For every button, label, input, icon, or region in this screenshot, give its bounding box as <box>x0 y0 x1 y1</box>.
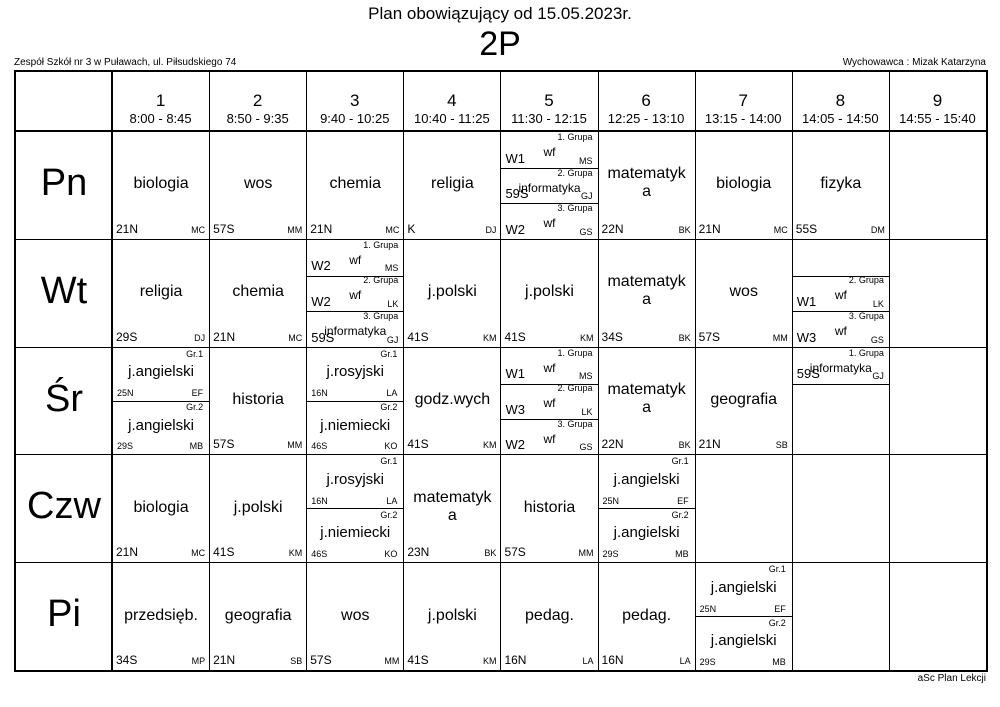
group-divider <box>793 384 889 385</box>
lesson-cell <box>599 348 695 455</box>
group-divider <box>599 508 695 509</box>
lesson-room: 25N <box>117 387 134 398</box>
lesson-subject: wf <box>834 323 847 338</box>
period-header <box>792 91 889 126</box>
period-header <box>112 91 209 126</box>
lesson-teacher: MC <box>191 224 206 235</box>
lesson-teacher: LK <box>387 298 399 309</box>
group-lesson <box>307 240 403 276</box>
period-number: 1 <box>155 91 166 110</box>
period-number: 4 <box>447 91 457 110</box>
group-lesson <box>696 617 792 670</box>
lesson-teacher: GJ <box>386 334 399 345</box>
lesson-cell <box>210 132 306 239</box>
period-time: 14:55 - 15:40 <box>899 111 976 126</box>
lesson-subject: informatyka <box>809 360 872 375</box>
group-lesson <box>696 563 792 616</box>
group-label: 3. Grupa <box>848 310 884 321</box>
lesson-teacher: BK <box>678 332 691 343</box>
lesson-room: 57S <box>504 545 526 560</box>
lesson-subject: j.angielski <box>710 578 777 596</box>
lesson-subject: j.angielski <box>710 632 777 650</box>
timetable-grid <box>14 70 988 672</box>
lesson-cell <box>501 563 597 670</box>
lesson-cell <box>113 132 209 239</box>
lesson-teacher: KM <box>580 332 594 343</box>
group-divider <box>307 401 403 402</box>
group-label: 1. Grupa <box>363 239 399 250</box>
lesson-teacher: MC <box>288 332 303 343</box>
lesson-cell <box>599 563 695 670</box>
lesson-room: W1 <box>796 293 817 309</box>
group-label: 3. Grupa <box>363 310 399 321</box>
lesson-cell <box>404 348 500 455</box>
lesson-cell <box>793 240 889 347</box>
group-label: Gr.2 <box>186 401 204 412</box>
lesson-room: K <box>407 221 416 236</box>
period-number: 9 <box>932 91 943 110</box>
group-divider <box>113 401 209 402</box>
lesson-room: 55S <box>795 221 818 236</box>
group-label: Gr.1 <box>186 348 204 359</box>
lesson-subject: geografia <box>710 390 778 408</box>
group-lesson <box>793 275 889 311</box>
lesson-room: W1 <box>505 366 525 382</box>
group-lesson <box>307 311 403 347</box>
lesson-subject: j.polski <box>427 606 477 624</box>
lesson-cell <box>210 563 306 670</box>
lesson-room: W2 <box>505 437 525 453</box>
lesson-teacher: MC <box>773 224 788 235</box>
lesson-subject: biologia <box>133 175 189 193</box>
period-header <box>500 91 597 126</box>
lesson-subject: fizyka <box>820 175 862 193</box>
lesson-room: 59S <box>796 366 820 382</box>
lesson-subject: j.niemiecki <box>320 416 391 434</box>
lesson-room: 59S <box>311 329 335 345</box>
lesson-cell <box>696 132 792 239</box>
lesson-room: 21N <box>213 652 236 667</box>
lesson-room: 21N <box>116 221 139 236</box>
class-tutor: Wychowawca : Mizak Katarzyna <box>842 57 986 68</box>
lesson-cell <box>404 240 500 347</box>
lesson-teacher: MB <box>189 441 204 452</box>
lesson-teacher: LK <box>581 406 593 417</box>
lesson-room: 21N <box>698 221 721 236</box>
group-label: 2. Grupa <box>363 275 399 286</box>
lesson-subject: wos <box>729 283 758 301</box>
group-lesson <box>599 455 695 508</box>
lesson-teacher: GJ <box>581 191 593 202</box>
group-divider <box>307 508 403 509</box>
lesson-teacher: SB <box>290 655 303 666</box>
lesson-cell <box>113 240 209 347</box>
period-number: 5 <box>544 91 554 110</box>
lesson-teacher: MS <box>384 263 399 274</box>
lesson-subject: matematyk a <box>607 380 686 416</box>
lesson-subject: wf <box>543 360 556 375</box>
lesson-teacher: KO <box>384 549 398 560</box>
lesson-teacher: LA <box>386 387 398 398</box>
lesson-teacher: KM <box>288 548 303 559</box>
lesson-room: 34S <box>116 652 138 667</box>
lesson-cell <box>793 455 889 562</box>
lesson-subject: chemia <box>329 175 382 193</box>
lesson-subject: j.rosyjski <box>326 363 385 381</box>
lesson-subject: religia <box>139 283 183 301</box>
lesson-room: W3 <box>505 401 525 417</box>
day-label: Wt <box>40 269 88 312</box>
period-header <box>598 91 695 126</box>
group-label: Gr.2 <box>768 617 786 628</box>
lesson-cell <box>501 348 597 455</box>
lesson-cell <box>210 455 306 562</box>
lesson-cell <box>696 563 792 670</box>
period-number: 8 <box>835 91 846 110</box>
lesson-teacher: LA <box>679 655 691 666</box>
lesson-teacher: GS <box>870 334 884 345</box>
lesson-cell <box>307 240 403 347</box>
lesson-teacher: DJ <box>194 332 206 343</box>
lesson-teacher: SB <box>775 440 788 451</box>
lesson-cell <box>793 563 889 670</box>
lesson-cell <box>793 132 889 239</box>
lesson-subject: wf <box>834 288 847 303</box>
lesson-room: W1 <box>505 150 525 166</box>
lesson-subject: j.angielski <box>613 524 680 542</box>
lesson-subject: pedag. <box>525 606 574 624</box>
lesson-teacher: MB <box>675 549 689 560</box>
lesson-subject: j.angielski <box>128 363 194 381</box>
group-lesson <box>307 401 403 454</box>
lesson-teacher: MB <box>772 656 786 667</box>
lesson-cell <box>501 455 597 562</box>
lesson-room: 23N <box>407 545 430 560</box>
lesson-room: 29S <box>117 441 134 452</box>
group-label: Gr.1 <box>671 456 689 467</box>
lesson-subject: matematyk a <box>413 488 492 524</box>
group-label: Gr.1 <box>380 456 398 467</box>
lesson-room: 34S <box>601 329 623 344</box>
lesson-room: 21N <box>698 437 721 452</box>
group-label: 2. Grupa <box>557 167 593 178</box>
lesson-cell <box>890 132 986 239</box>
lesson-cell <box>696 455 792 562</box>
group-lesson <box>793 348 889 384</box>
group-lesson <box>307 275 403 311</box>
lesson-room: 16N <box>601 652 624 667</box>
period-number: 3 <box>350 91 360 110</box>
period-time: 8:50 - 9:35 <box>226 111 289 126</box>
lesson-subject: matematyk a <box>607 273 686 309</box>
lesson-teacher: DJ <box>485 224 497 235</box>
period-header <box>695 91 792 126</box>
lesson-teacher: MC <box>385 224 400 235</box>
lesson-teacher: MM <box>287 224 303 235</box>
lesson-teacher: EF <box>191 387 204 398</box>
lesson-room: 59S <box>505 186 529 202</box>
group-lesson <box>113 348 209 401</box>
lesson-room: W3 <box>796 329 817 345</box>
lesson-teacher: LK <box>872 298 884 309</box>
lesson-room: 16N <box>311 387 328 398</box>
lesson-subject: wf <box>349 288 362 303</box>
group-label: Gr.1 <box>380 348 398 359</box>
lesson-teacher: MS <box>579 155 593 166</box>
lesson-teacher: BK <box>678 224 691 235</box>
group-label: 2. Grupa <box>557 383 593 394</box>
period-time: 14:05 - 14:50 <box>802 111 879 126</box>
lesson-room: W2 <box>311 293 331 309</box>
lesson-subject: religia <box>431 175 474 193</box>
lesson-teacher: BK <box>678 440 691 451</box>
lesson-teacher: MS <box>579 371 593 382</box>
lesson-cell <box>793 348 889 455</box>
period-header <box>403 91 500 126</box>
lesson-room: 29S <box>699 656 716 667</box>
lesson-teacher: GS <box>579 226 593 237</box>
period-number: 7 <box>738 91 748 110</box>
lesson-teacher: LA <box>582 655 594 666</box>
group-lesson <box>501 168 597 204</box>
group-label: 3. Grupa <box>557 418 593 429</box>
group-lesson <box>501 419 597 455</box>
period-header <box>306 91 403 126</box>
lesson-room: 57S <box>698 329 721 344</box>
lesson-cell <box>210 240 306 347</box>
lesson-subject: informatyka <box>518 180 581 195</box>
group-label: 1. Grupa <box>848 347 884 358</box>
lesson-cell <box>404 455 500 562</box>
lesson-room: 41S <box>504 329 526 344</box>
lesson-subject: j.angielski <box>613 471 680 489</box>
group-lesson <box>307 348 403 401</box>
lesson-room: 25N <box>602 495 620 506</box>
lesson-teacher: DM <box>870 224 885 235</box>
lesson-cell <box>404 132 500 239</box>
lesson-room: 41S <box>407 437 429 452</box>
class-name: 2P <box>479 25 521 63</box>
lesson-room: W2 <box>505 221 525 237</box>
lesson-room: 57S <box>310 652 332 667</box>
lesson-teacher: MM <box>772 332 788 343</box>
period-time: 9:40 - 10:25 <box>320 111 390 126</box>
lesson-subject: j.polski <box>427 283 477 301</box>
lesson-cell <box>404 563 500 670</box>
group-lesson <box>501 348 597 384</box>
lesson-subject: wf <box>543 431 556 446</box>
lesson-teacher: GS <box>579 442 593 453</box>
lesson-subject: biologia <box>716 175 772 193</box>
group-lesson <box>501 132 597 168</box>
lesson-subject: godz.wych <box>414 390 491 408</box>
group-divider <box>696 616 792 617</box>
lesson-room: 29S <box>116 329 138 344</box>
lesson-cell <box>696 240 792 347</box>
lesson-subject: przedsięb. <box>124 606 198 624</box>
lesson-room: 25N <box>699 603 717 614</box>
period-number: 6 <box>641 91 651 110</box>
lesson-cell <box>696 348 792 455</box>
lesson-subject: wf <box>543 216 556 231</box>
lesson-subject: chemia <box>232 283 284 301</box>
lesson-room: 22N <box>601 437 624 452</box>
lesson-teacher: MP <box>191 655 206 666</box>
lesson-teacher: KM <box>482 655 497 666</box>
group-lesson <box>501 203 597 239</box>
lesson-subject: j.polski <box>525 283 574 301</box>
lesson-teacher: MM <box>578 548 594 559</box>
group-label: 3. Grupa <box>557 203 593 214</box>
lesson-subject: wos <box>243 175 273 193</box>
lesson-room: 21N <box>213 329 236 344</box>
lesson-subject: biologia <box>133 498 189 516</box>
lesson-room: 46S <box>311 441 328 452</box>
group-lesson <box>501 383 597 419</box>
lesson-cell <box>890 563 986 670</box>
group-label: Gr.2 <box>380 509 398 520</box>
lesson-subject: j.polski <box>233 498 283 516</box>
lesson-subject: wf <box>543 396 556 411</box>
lesson-subject: wf <box>349 252 362 267</box>
lesson-subject: geografia <box>224 606 292 624</box>
generator-credit: aSc Plan Lekcji <box>917 673 986 684</box>
lesson-teacher: BK <box>484 548 497 559</box>
lesson-teacher: KM <box>482 332 497 343</box>
group-label: Gr.1 <box>768 564 786 575</box>
lesson-room: 21N <box>116 545 139 560</box>
lesson-room: W2 <box>311 258 331 274</box>
lesson-room: 16N <box>504 652 527 667</box>
group-label: 2. Grupa <box>848 275 884 286</box>
lesson-teacher: KO <box>384 441 398 452</box>
day-label: Śr <box>45 377 83 420</box>
lesson-subject: j.rosyjski <box>326 471 385 489</box>
lesson-cell <box>113 455 209 562</box>
lesson-cell <box>599 455 695 562</box>
period-time: 12:25 - 13:10 <box>607 111 685 126</box>
lesson-cell <box>890 348 986 455</box>
period-header <box>889 91 986 126</box>
group-lesson <box>113 401 209 454</box>
lesson-subject: j.angielski <box>128 416 194 434</box>
lesson-room: 41S <box>213 545 235 560</box>
page-title: Plan obowiązujący od 15.05.2023r. <box>368 4 632 23</box>
period-time: 13:15 - 14:00 <box>704 111 782 126</box>
lesson-teacher: LA <box>386 495 398 506</box>
lesson-cell <box>307 348 403 455</box>
period-number: 2 <box>252 91 263 110</box>
lesson-teacher: MC <box>191 548 206 559</box>
lesson-cell <box>501 240 597 347</box>
lesson-room: 46S <box>311 549 328 560</box>
lesson-subject: wf <box>543 145 556 159</box>
lesson-teacher: KM <box>482 440 497 451</box>
period-time: 8:00 - 8:45 <box>129 111 192 126</box>
day-label: Pn <box>40 161 88 204</box>
lesson-subject: historia <box>523 498 576 516</box>
day-label: Pi <box>47 593 81 636</box>
lesson-cell <box>599 132 695 239</box>
lesson-room: 29S <box>602 549 619 560</box>
lesson-teacher: EF <box>774 603 786 614</box>
lesson-cell <box>307 563 403 670</box>
group-label: 1. Grupa <box>557 347 593 358</box>
period-time: 11:30 - 12:15 <box>511 111 587 126</box>
lesson-cell <box>307 132 403 239</box>
lesson-teacher: MM <box>384 655 400 666</box>
lesson-teacher: MM <box>287 440 303 451</box>
lesson-teacher: EF <box>677 495 689 506</box>
lesson-room: 16N <box>311 495 328 506</box>
period-header <box>209 91 306 126</box>
lesson-cell <box>599 240 695 347</box>
period-time: 10:40 - 11:25 <box>414 111 490 126</box>
lesson-cell <box>210 348 306 455</box>
lesson-cell <box>890 455 986 562</box>
lesson-room: 41S <box>407 652 429 667</box>
group-lesson <box>793 311 889 347</box>
lesson-room: 41S <box>407 329 429 344</box>
group-lesson <box>599 509 695 562</box>
lesson-room: 21N <box>310 221 333 236</box>
lesson-cell <box>501 132 597 239</box>
lesson-teacher: GJ <box>872 371 884 382</box>
lesson-cell <box>890 240 986 347</box>
lesson-subject: informatyka <box>324 323 387 338</box>
day-label: Czw <box>27 485 101 528</box>
lesson-subject: matematyk a <box>607 165 686 201</box>
lesson-subject: historia <box>232 390 284 408</box>
group-label: Gr.2 <box>671 509 689 520</box>
group-lesson <box>307 509 403 562</box>
school-name: Zespół Szkół nr 3 w Puławach, ul. Piłsudskiego 74 <box>14 57 237 68</box>
lesson-subject: wos <box>341 606 370 624</box>
lesson-cell <box>113 348 209 455</box>
group-label: Gr.2 <box>380 401 398 412</box>
lesson-room: 57S <box>213 221 235 236</box>
group-label: 1. Grupa <box>557 132 593 142</box>
group-lesson <box>307 455 403 508</box>
lesson-subject: j.niemiecki <box>320 524 391 542</box>
lesson-room: 57S <box>213 437 235 452</box>
lesson-cell <box>307 455 403 562</box>
lesson-cell <box>113 563 209 670</box>
lesson-subject: pedag. <box>622 606 672 624</box>
lesson-room: 22N <box>601 221 624 236</box>
